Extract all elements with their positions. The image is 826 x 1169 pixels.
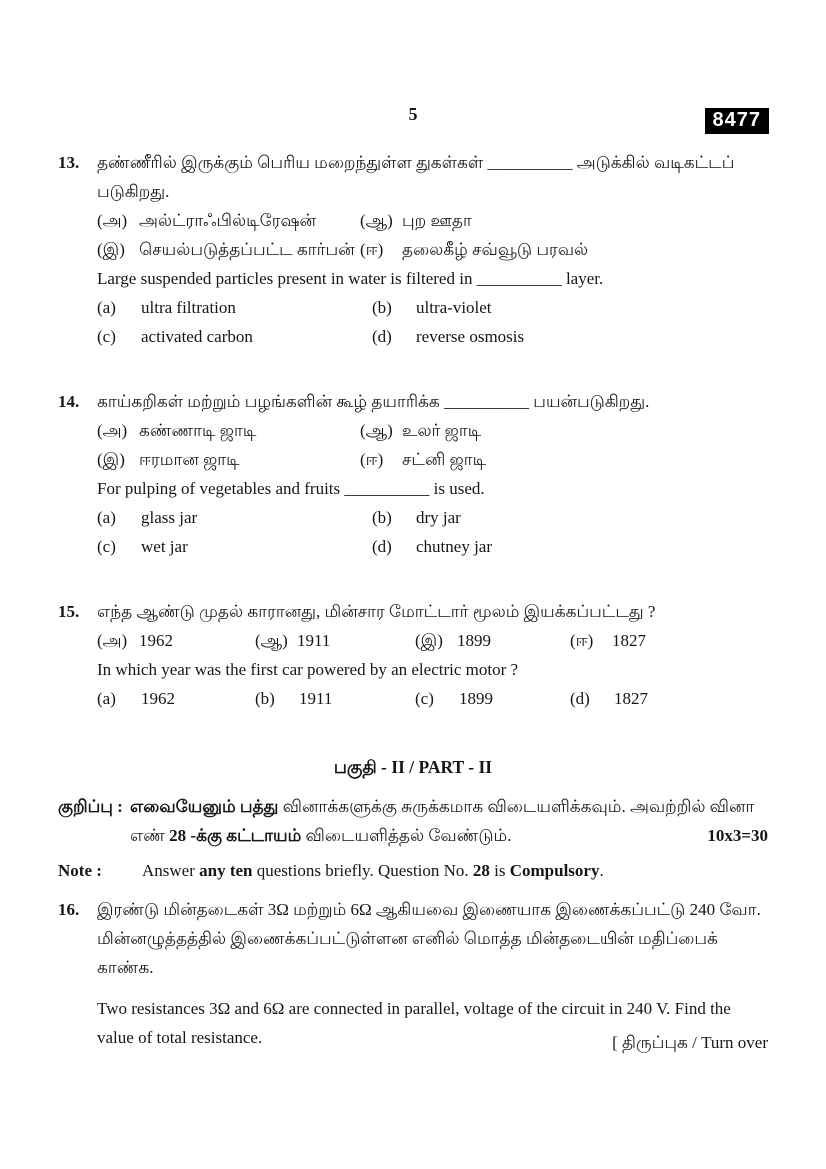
option-marker: (இ) (415, 631, 443, 650)
option-marker: (b) (372, 298, 392, 317)
question-15-body (97, 597, 768, 713)
option-b-tamil (255, 626, 415, 655)
note-segment: Compulsory (509, 861, 600, 880)
option-label: reverse osmosis (416, 327, 525, 346)
option-c-english (97, 532, 372, 561)
option-label: புற ஊதா (402, 211, 472, 230)
option-c-english (415, 684, 570, 713)
option-marker: (c) (97, 327, 116, 346)
option-label: chutney jar (416, 537, 492, 556)
question-13-english-options (97, 293, 768, 351)
option-marker: (இ) (97, 450, 125, 469)
option-c-tamil (97, 235, 360, 264)
option-marker: (அ) (97, 421, 128, 440)
option-b-tamil (360, 206, 768, 235)
option-a-tamil (97, 626, 255, 655)
note-segment: விடையளித்தல் வேண்டும். (301, 826, 512, 845)
option-marker: (a) (97, 689, 116, 708)
option-marker: (d) (372, 537, 392, 556)
option-marker: (அ) (97, 631, 128, 650)
option-c-english (97, 322, 372, 351)
option-marker: (ஆ) (360, 421, 393, 440)
option-marker: (ஈ) (360, 240, 384, 259)
option-label: 1911 (299, 689, 333, 708)
question-14-tamil-text: காய்கறிகள் மற்றும் பழங்களின் கூழ் தயாரிக்க __________ பயன்படுகிறது. (97, 392, 650, 411)
option-marker: (ஆ) (255, 631, 288, 650)
option-label: 1899 (457, 631, 491, 650)
option-marker: (அ) (97, 211, 128, 230)
note-segment: is (489, 861, 510, 880)
option-c-tamil (415, 626, 570, 655)
option-label: 1911 (297, 631, 331, 650)
note-tamil (58, 792, 768, 850)
option-label: activated carbon (141, 327, 253, 346)
option-marker: (ஈ) (360, 450, 384, 469)
question-15-english-options (97, 684, 768, 713)
question-15-tamil-options (97, 626, 768, 655)
note-segment: . (599, 861, 604, 880)
option-b-tamil (360, 416, 768, 445)
question-15-number: 15. (58, 602, 80, 621)
question-13 (58, 148, 768, 351)
option-label: அல்ட்ராஃபில்டிரேஷன் (139, 211, 317, 230)
question-15-tamil-text: எந்த ஆண்டு முதல் காரானது, மின்சார மோட்டார் மூலம் இயக்கப்பட்டது ? (97, 602, 656, 621)
question-13-english-text: Large suspended particles present in water is filtered in __________ layer. (97, 269, 604, 288)
question-14-number: 14. (58, 392, 80, 411)
option-label: ஈரமான ஜாடி (139, 450, 240, 469)
question-15 (58, 597, 768, 713)
option-a-tamil (97, 206, 360, 235)
option-marker: (ஆ) (360, 211, 393, 230)
note-english-text (142, 856, 768, 885)
question-16 (58, 895, 768, 1052)
option-label: 1962 (139, 631, 173, 650)
option-marker: (ஈ) (570, 631, 594, 650)
option-a-english (97, 684, 255, 713)
option-label: உலர் ஜாடி (402, 421, 482, 440)
option-b-english (372, 503, 768, 532)
option-marker: (a) (97, 508, 116, 527)
marks-scheme: 10x3=30 (707, 826, 768, 845)
option-d-english (570, 684, 768, 713)
note-tamil-text (130, 792, 768, 850)
option-marker: (b) (372, 508, 392, 527)
note-segment: 28 (472, 861, 490, 880)
option-label: glass jar (141, 508, 198, 527)
option-label: dry jar (416, 508, 461, 527)
option-label: wet jar (141, 537, 188, 556)
question-13-tamil-text: தண்ணீரில் இருக்கும் பெரிய மறைந்துள்ள துகள்கள் __________ அடுக்கில் வடிகட்டப் படுகிறது. (97, 153, 735, 201)
question-13-number: 13. (58, 153, 80, 172)
option-marker: (இ) (97, 240, 125, 259)
question-16-body (97, 895, 768, 1052)
question-14-body (97, 387, 768, 561)
note-segment: Answer (142, 861, 200, 880)
note-tamil-label: குறிப்பு : (58, 797, 123, 816)
option-c-tamil (97, 445, 360, 474)
part-2-title: பகுதி - II / PART - II (333, 757, 493, 777)
note-segment: 28 -க்கு கட்டாயம் (169, 826, 302, 845)
option-b-english (255, 684, 415, 713)
option-d-english (372, 532, 768, 561)
option-marker: (c) (97, 537, 116, 556)
option-label: 1899 (459, 689, 493, 708)
option-b-english (372, 293, 768, 322)
paper-code-badge: 8477 (705, 108, 770, 134)
option-label: ultra filtration (141, 298, 236, 317)
option-marker: (d) (372, 327, 392, 346)
question-16-english-text: Two resistances 3Ω and 6Ω are connected in parallel, voltage of the circuit in 240 V. Find the value of total resistance. (97, 999, 731, 1047)
turn-over-note: [ திருப்புக / Turn over (612, 1033, 768, 1052)
option-marker: (b) (255, 689, 275, 708)
question-14-english-options (97, 503, 768, 561)
note-english (58, 856, 768, 885)
page-number: 5 (408, 104, 418, 124)
option-a-english (97, 293, 372, 322)
question-13-tamil-options (97, 206, 768, 264)
option-label: செயல்படுத்தப்பட்ட கார்பன் (139, 240, 355, 259)
option-marker: (c) (415, 689, 434, 708)
option-label: 1827 (614, 689, 648, 708)
option-d-tamil (570, 626, 768, 655)
option-label: ultra-violet (416, 298, 492, 317)
question-15-english-text: In which year was the first car powered by an electric motor ? (97, 660, 519, 679)
option-label: 1827 (612, 631, 646, 650)
question-13-body (97, 148, 768, 351)
option-d-tamil (360, 235, 768, 264)
note-segment: questions briefly. Question No. (252, 861, 473, 880)
option-label: கண்ணாடி ஜாடி (139, 421, 257, 440)
question-16-number: 16. (58, 900, 80, 919)
option-d-english (372, 322, 768, 351)
question-16-tamil-text: இரண்டு மின்தடைகள் 3Ω மற்றும் 6Ω ஆகியவை இணையாக இணைக்கப்பட்டு 240 வோ. மின்னழுத்தத்தில் இணைக்கப்பட்டுள்ளன எனில் மொத்த மின்தடையின் மதிப்பைக் காண்க. (97, 900, 761, 977)
note-segment: எவையேனும் பத்து (130, 797, 279, 816)
option-label: தலைகீழ் சவ்வூடு பரவல் (402, 240, 589, 259)
option-d-tamil (360, 445, 768, 474)
option-a-english (97, 503, 372, 532)
question-14 (58, 387, 768, 561)
note-english-label: Note : (58, 861, 102, 880)
question-14-english-text: For pulping of vegetables and fruits __________ is used. (97, 479, 485, 498)
option-marker: (a) (97, 298, 116, 317)
note-segment: வினாக்களுக்கு சுருக்கமாக விடையளிக்கவும். அவற்றில் வினா எண் (130, 797, 755, 845)
option-label: 1962 (141, 689, 175, 708)
question-14-tamil-options (97, 416, 768, 474)
page-content (58, 148, 768, 1052)
option-label: சட்னி ஜாடி (402, 450, 487, 469)
option-a-tamil (97, 416, 360, 445)
option-marker: (d) (570, 689, 590, 708)
note-segment: any ten (199, 861, 253, 880)
